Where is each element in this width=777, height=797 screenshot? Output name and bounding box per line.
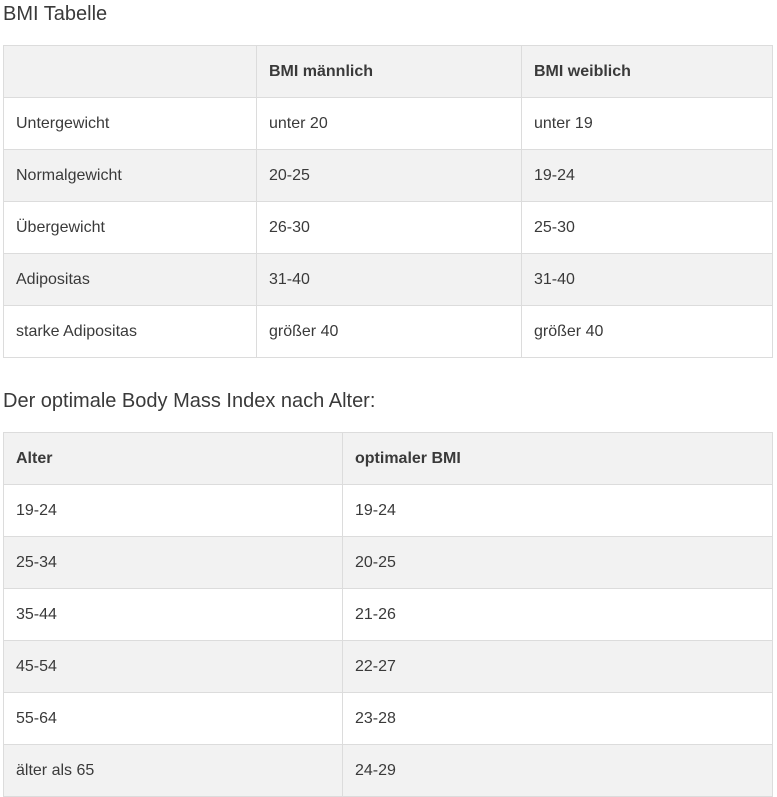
table-cell: Untergewicht [4, 98, 257, 150]
table-cell: Adipositas [4, 254, 257, 306]
table-row [4, 641, 773, 693]
header-cell: BMI weiblich [522, 46, 773, 98]
table-row [4, 202, 773, 254]
table-row [4, 745, 773, 797]
table-cell: unter 20 [257, 98, 522, 150]
table-row [4, 537, 773, 589]
age-table-title: Der optimale Body Mass Index nach Alter: [3, 390, 376, 412]
table-row [4, 693, 773, 745]
table-cell: 22-27 [343, 641, 773, 693]
table-cell: 21-26 [343, 589, 773, 641]
table-cell: unter 19 [522, 98, 773, 150]
header-cell: BMI männlich [257, 46, 522, 98]
table-cell: 19-24 [522, 150, 773, 202]
table-row [4, 98, 773, 150]
table-row [4, 254, 773, 306]
table-row [4, 589, 773, 641]
table-cell: 55-64 [4, 693, 343, 745]
table-cell: 31-40 [522, 254, 773, 306]
table-cell: 35-44 [4, 589, 343, 641]
table-row [4, 150, 773, 202]
table-cell: 19-24 [343, 485, 773, 537]
table-cell: 23-28 [343, 693, 773, 745]
table-header-row [4, 46, 773, 98]
table-cell: 19-24 [4, 485, 343, 537]
table-cell: älter als 65 [4, 745, 343, 797]
table-cell: starke Adipositas [4, 306, 257, 358]
table-cell: 24-29 [343, 745, 773, 797]
bmi-table-title: BMI Tabelle [3, 3, 108, 25]
header-cell [4, 46, 257, 98]
table-cell: Übergewicht [4, 202, 257, 254]
table-row [4, 485, 773, 537]
table-cell: 20-25 [343, 537, 773, 589]
table-header-row [4, 433, 773, 485]
table-cell: 26-30 [257, 202, 522, 254]
table-cell: 20-25 [257, 150, 522, 202]
table-cell: größer 40 [522, 306, 773, 358]
age-table [3, 432, 773, 797]
table-cell: 25-30 [522, 202, 773, 254]
table-cell: 31-40 [257, 254, 522, 306]
table-cell: 25-34 [4, 537, 343, 589]
header-cell: Alter [4, 433, 343, 485]
bmi-table [3, 45, 773, 358]
table-cell: Normalgewicht [4, 150, 257, 202]
table-cell: 45-54 [4, 641, 343, 693]
header-cell: optimaler BMI [343, 433, 773, 485]
table-row [4, 306, 773, 358]
table-cell: größer 40 [257, 306, 522, 358]
